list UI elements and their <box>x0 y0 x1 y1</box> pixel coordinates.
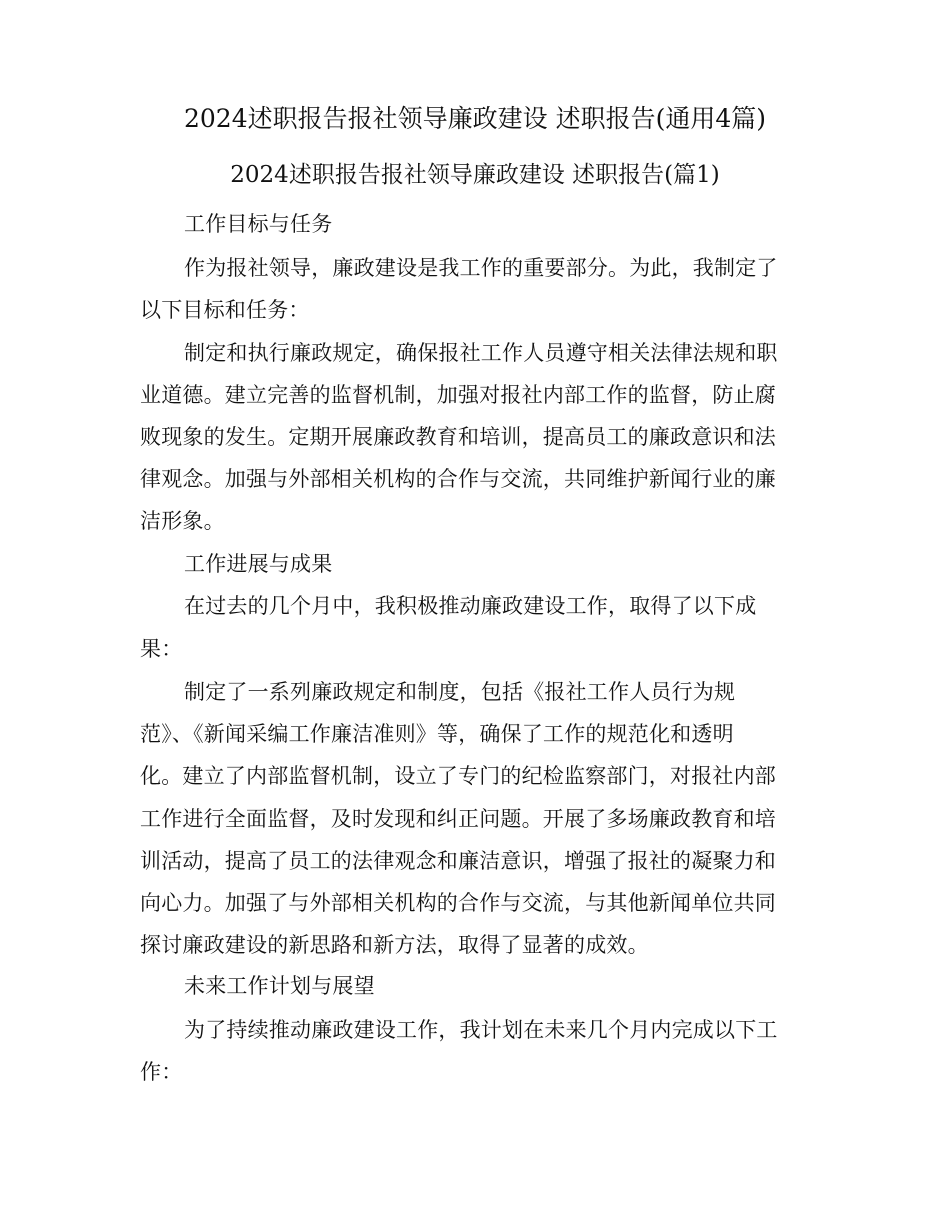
section-title: 2024述职报告报社领导廉政建设 述职报告(篇1) <box>230 162 720 188</box>
paragraph-line: 化。建立了内部监督机制，设立了专门的纪检监察部门，对报社内部 <box>140 764 776 788</box>
paragraph-line: 作： <box>140 1060 183 1084</box>
paragraph-line: 果： <box>140 637 183 661</box>
paragraph-line: 洁形象。 <box>140 509 225 533</box>
paragraph-line: 向心力。加强了与外部相关机构的合作与交流，与其他新闻单位共同 <box>140 891 776 915</box>
paragraph-line: 在过去的几个月中，我积极推动廉政建设工作，取得了以下成 <box>184 594 757 618</box>
paragraph-line: 制定和执行廉政规定，确保报社工作人员遵守相关法律法规和职 <box>184 341 778 365</box>
paragraph-line: 制定了一系列廉政规定和制度，包括《报社工作人员行为规 <box>184 680 736 704</box>
paragraph-line: 探讨廉政建设的新思路和新方法，取得了显著的成效。 <box>140 933 649 957</box>
paragraph-line: 律观念。加强与外部相关机构的合作与交流，共同维护新闻行业的廉 <box>140 467 776 491</box>
paragraph-line: 工作进行全面监督，及时发现和纠正问题。开展了多场廉政教育和培 <box>140 807 776 831</box>
paragraph-line: 作为报社领导，廉政建设是我工作的重要部分。为此，我制定了 <box>184 256 778 280</box>
document-title: 2024述职报告报社领导廉政建设 述职报告(通用4篇) <box>184 104 766 133</box>
heading-goals: 工作目标与任务 <box>184 212 333 236</box>
heading-plans: 未来工作计划与展望 <box>184 974 375 998</box>
paragraph-line: 范》、《新闻采编工作廉洁准则》等，确保了工作的规范化和透明 <box>140 722 734 746</box>
paragraph-line: 业道德。建立完善的监督机制，加强对报社内部工作的监督，防止腐 <box>140 383 776 407</box>
paragraph-line: 为了持续推动廉政建设工作，我计划在未来几个月内完成以下工 <box>184 1018 778 1042</box>
paragraph-line: 以下目标和任务： <box>140 298 310 322</box>
paragraph-line: 训活动，提高了员工的法律观念和廉洁意识，增强了报社的凝聚力和 <box>140 849 776 873</box>
heading-progress: 工作进展与成果 <box>184 552 333 576</box>
paragraph-line: 败现象的发生。定期开展廉政教育和培训，提高员工的廉政意识和法 <box>140 425 776 449</box>
